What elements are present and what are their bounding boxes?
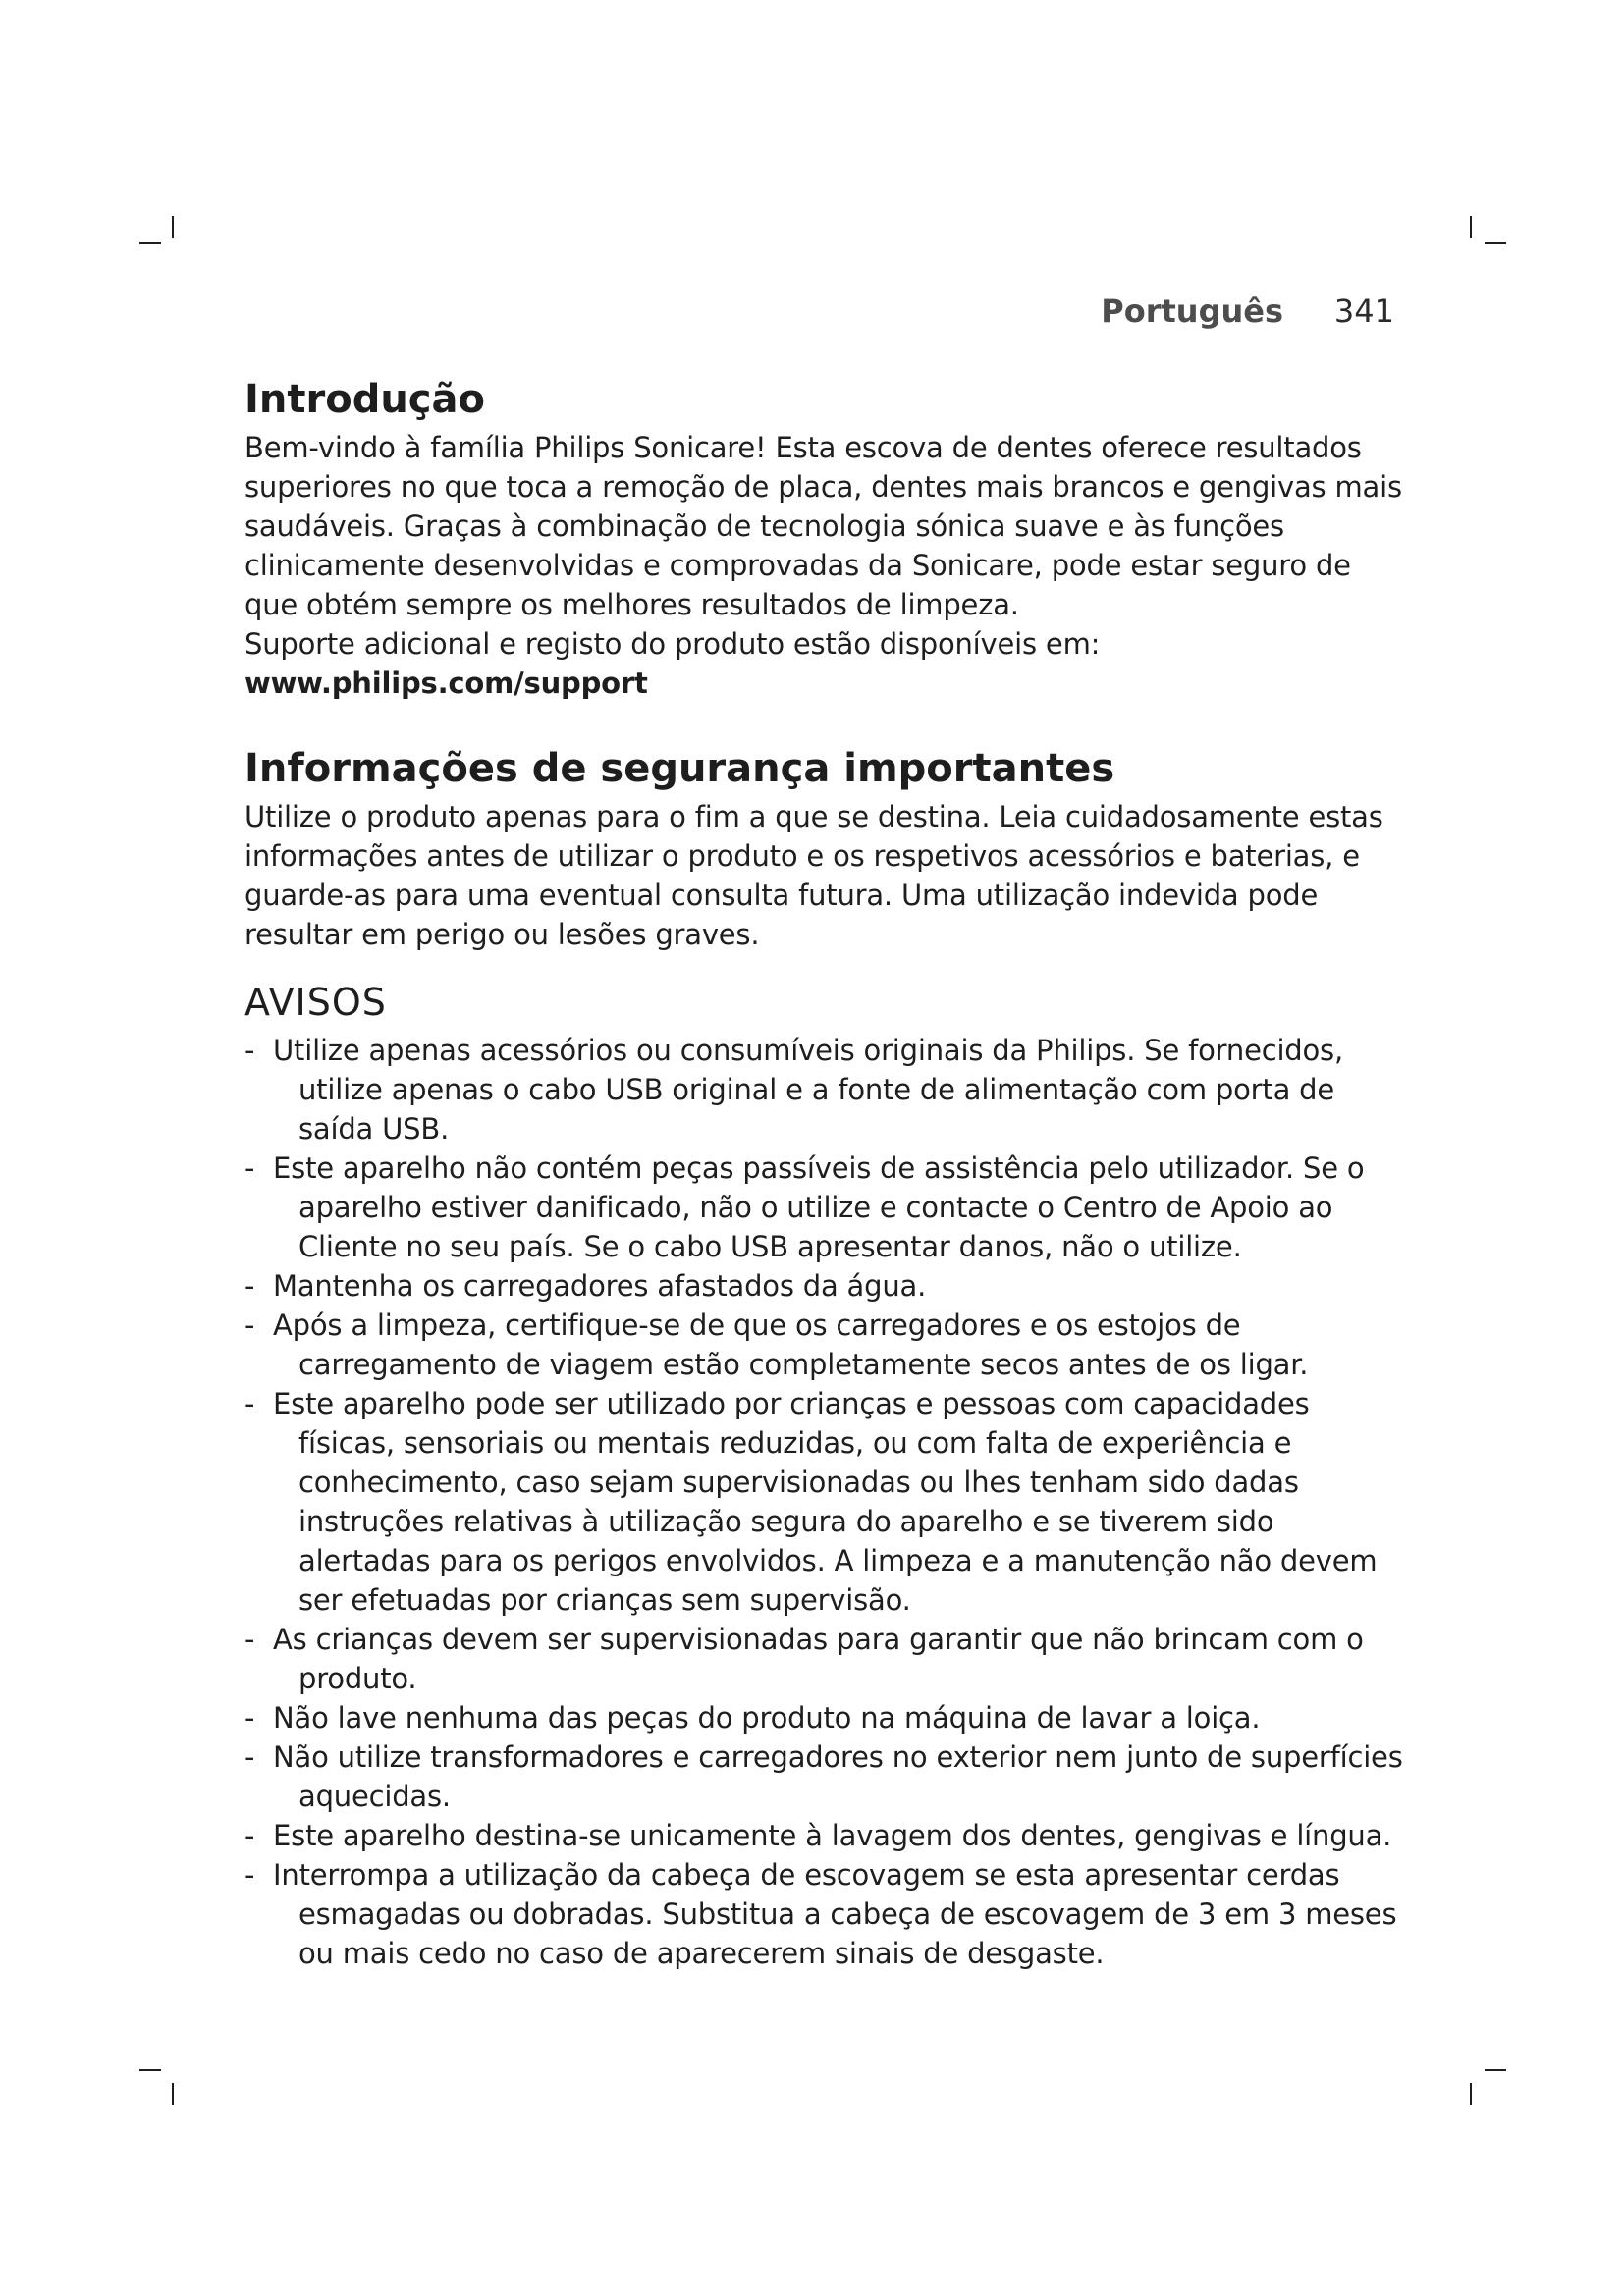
- list-item: - Mantenha os carregadores afastados da água.: [244, 1269, 927, 1303]
- warning-text: Interrompa a utilização da cabeça de escovagem se esta apresentar cerdas esmagadas ou dobradas. Substitua a cabeça de escovagem de 3 em 3 meses ou mais cedo no caso de aparecerem sinais de desgaste.: [273, 1858, 1397, 1970]
- page-header: [1080, 291, 1394, 332]
- crop-mark-bottom-right-horizontal: [1485, 2069, 1506, 2071]
- safety-heading: Informações de segurança importantes: [244, 746, 1115, 791]
- list-item: - Este aparelho destina-se unicamente à lavagem dos dentes, gengivas e língua.: [244, 1819, 1392, 1852]
- intro-paragraph: Bem-vindo à família Philips Sonicare! Esta escova de dentes oferece resultados superiores no que toca a remoção de placa, dentes mais brancos e gengivas mais saudáveis. Graças à combinação de tecnologia sónica suave e às funções clinicamente desenvolvidas e comprovadas da Sonicare, pode estar seguro de que obtém sempre os melhores resultados de limpeza.: [244, 431, 1402, 621]
- warning-text: Este aparelho não contém peças passíveis de assistência pelo utilizador. Se o aparelho estiver danificado, não o utilize e contacte o Centro de Apoio ao Cliente no seu país. Se o cabo USB apresentar danos, não o utilize.: [273, 1151, 1365, 1263]
- warning-text: Utilize apenas acessórios ou consumíveis originais da Philips. Se fornecidos, utilize apenas o cabo USB original e a fonte de alimentação com porta de saída USB.: [273, 1034, 1343, 1146]
- warning-text: Não lave nenhuma das peças do produto na máquina de lavar a loiça.: [273, 1701, 1261, 1735]
- crop-mark-top-right-vertical: [1470, 216, 1472, 238]
- warning-text: Após a limpeza, certifique-se de que os carregadores e os estojos de carregamento de viagem estão completamente secos antes de os ligar.: [273, 1308, 1309, 1381]
- crop-mark-top-right-horizontal: [1485, 242, 1506, 244]
- crop-mark-top-left-vertical: [172, 216, 174, 238]
- support-url: www.philips.com/support: [244, 667, 648, 700]
- page-content: [244, 373, 1403, 1973]
- list-item: - Utilize apenas acessórios ou consumíveis originais da Philips. Se fornecidos, utilize apenas o cabo USB original e a fonte de alimentação com porta de saída USB.: [244, 1034, 1343, 1146]
- support-text: Suporte adicional e registo do produto estão disponíveis em:: [244, 627, 1101, 661]
- intro-heading: Introdução: [244, 377, 485, 422]
- crop-mark-bottom-left-vertical: [172, 2083, 174, 2105]
- page-number: 341: [1333, 293, 1394, 330]
- warning-text: Este aparelho pode ser utilizado por crianças e pessoas com capacidades físicas, sensoriais ou mentais reduzidas, ou com falta de experiência e conhecimento, caso sejam supervisionadas ou lhes tenham sido dadas instruções relativas à utilização segura do aparelho e se tiverem sido alertadas para os perigos envolvidos. A limpeza e a manutenção não devem ser efetuadas por crianças sem supervisão.: [273, 1387, 1378, 1617]
- list-item: - As crianças devem ser supervisionadas para garantir que não brincam com o produto.: [244, 1623, 1364, 1695]
- list-item: - Não utilize transformadores e carregadores no exterior nem junto de superfícies aquecidas.: [244, 1740, 1403, 1813]
- warning-text: Este aparelho destina-se unicamente à lavagem dos dentes, gengivas e língua.: [273, 1819, 1392, 1852]
- crop-mark-top-left-horizontal: [139, 242, 161, 244]
- list-item: - Não lave nenhuma das peças do produto na máquina de lavar a loiça.: [244, 1701, 1261, 1735]
- warning-text: Mantenha os carregadores afastados da água.: [273, 1269, 927, 1303]
- header-language: Português: [1101, 293, 1283, 330]
- list-item: - Este aparelho pode ser utilizado por crianças e pessoas com capacidades físicas, sensoriais ou mentais reduzidas, ou com falta de experiência e conhecimento, caso sejam supervisionadas ou lhes tenham sido dadas instruções relativas à utilização segura do aparelho e se tiverem sido alertadas para os perigos envolvidos. A limpeza e a manutenção não devem ser efetuadas por crianças sem supervisão.: [244, 1387, 1378, 1617]
- warning-text: Não utilize transformadores e carregadores no exterior nem junto de superfícies aquecidas.: [273, 1740, 1403, 1813]
- safety-paragraph: Utilize o produto apenas para o fim a que se destina. Leia cuidadosamente estas informações antes de utilizar o produto e os respetivos acessórios e baterias, e guarde-as para uma eventual consulta futura. Uma utilização indevida pode resultar em perigo ou lesões graves.: [244, 800, 1383, 951]
- list-item: - Interrompa a utilização da cabeça de escovagem se esta apresentar cerdas esmagadas ou dobradas. Substitua a cabeça de escovagem de 3 em 3 meses ou mais cedo no caso de aparecerem sinais de desgaste.: [244, 1858, 1397, 1970]
- warning-text: As crianças devem ser supervisionadas para garantir que não brincam com o produto.: [273, 1623, 1364, 1695]
- crop-mark-bottom-left-horizontal: [139, 2069, 161, 2071]
- list-item: - Após a limpeza, certifique-se de que os carregadores e os estojos de carregamento de viagem estão completamente secos antes de os ligar.: [244, 1308, 1309, 1381]
- list-item: - Este aparelho não contém peças passíveis de assistência pelo utilizador. Se o aparelho estiver danificado, não o utilize e contacte o Centro de Apoio ao Cliente no seu país. Se o cabo USB apresentar danos, não o utilize.: [244, 1151, 1365, 1263]
- crop-mark-bottom-right-vertical: [1470, 2083, 1472, 2105]
- warnings-heading: AVISOS: [244, 981, 387, 1024]
- warnings-list: [244, 1031, 1403, 1973]
